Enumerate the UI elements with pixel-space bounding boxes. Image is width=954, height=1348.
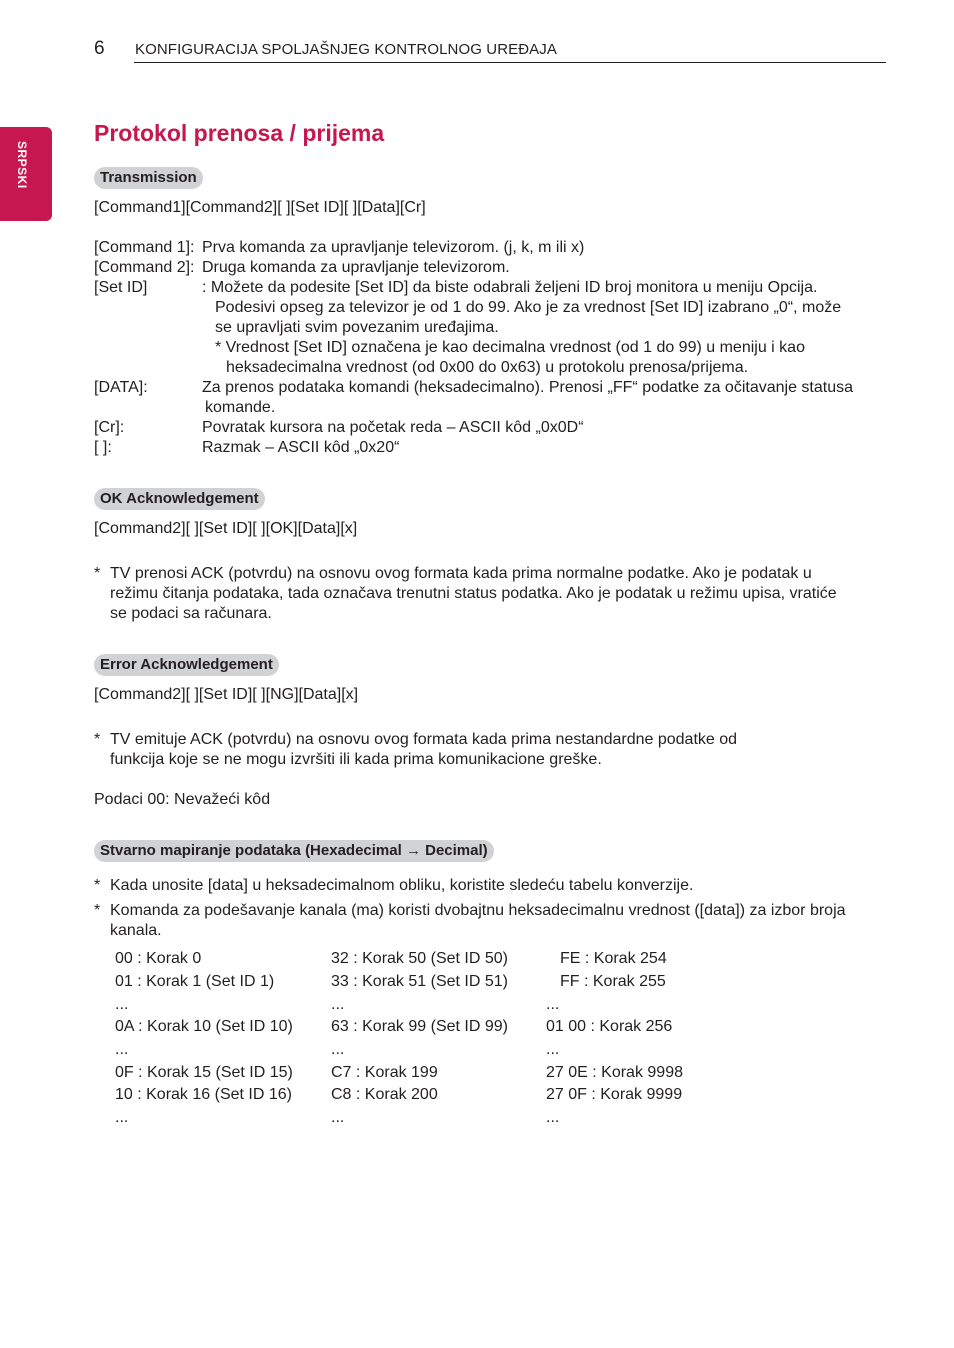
conversion-entry: ... bbox=[115, 1109, 129, 1126]
definition-text: se upravljati svim povezanim uređajima. bbox=[215, 319, 499, 336]
conversion-entry: ... bbox=[546, 1041, 560, 1058]
definition-term: [ ]: bbox=[94, 439, 112, 456]
conversion-entry: C7 : Korak 199 bbox=[331, 1064, 438, 1081]
definition-text: Druga komanda za upravljanje televizorom. bbox=[202, 259, 510, 276]
conversion-entry: 63 : Korak 99 (Set ID 99) bbox=[331, 1018, 508, 1035]
ok-ack-note: se podaci sa računara. bbox=[110, 605, 272, 622]
mapping-label-start: Stvarno mapiranje podataka (Hexadecimal bbox=[100, 842, 406, 859]
definition-text: Razmak – ASCII kôd „0x20“ bbox=[202, 439, 400, 456]
definition-term: [Command 1]: bbox=[94, 239, 195, 256]
mapping-note: kanala. bbox=[110, 922, 162, 939]
header-rule bbox=[134, 62, 886, 63]
definition-term: [DATA]: bbox=[94, 379, 148, 396]
conversion-entry: 10 : Korak 16 (Set ID 16) bbox=[115, 1086, 292, 1103]
error-ack-note: funkcija koje se ne mogu izvršiti ili kada prima komunikacione greške. bbox=[110, 751, 602, 768]
conversion-entry: 0F : Korak 15 (Set ID 15) bbox=[115, 1064, 293, 1081]
invalid-code-text: Podaci 00: Nevažeći kôd bbox=[94, 791, 271, 808]
ok-ack-note: režimu čitanja podataka, tada označava trenutni status podatka. Ako je podatak u režimu upisa, vratiće bbox=[110, 585, 837, 602]
language-tab-label: SRPSKI bbox=[15, 141, 29, 189]
bullet-asterisk: * bbox=[94, 877, 101, 894]
arrow-right-icon: → bbox=[405, 842, 421, 859]
conversion-entry: ... bbox=[546, 1109, 560, 1126]
conversion-entry: 27 0F : Korak 9999 bbox=[546, 1086, 683, 1103]
ok-ack-format: [Command2][ ][Set ID][ ][OK][Data][x] bbox=[94, 520, 358, 537]
conversion-entry: 33 : Korak 51 (Set ID 51) bbox=[331, 973, 508, 990]
error-ack-label: Error Acknowledgement bbox=[94, 654, 279, 676]
conversion-entry: ... bbox=[331, 1109, 345, 1126]
conversion-entry: 01 : Korak 1 (Set ID 1) bbox=[115, 973, 275, 990]
bullet-asterisk: * bbox=[94, 902, 101, 919]
page-title: Protokol prenosa / prijema bbox=[94, 120, 385, 146]
definition-text: komande. bbox=[205, 399, 276, 416]
conversion-entry: ... bbox=[546, 996, 560, 1013]
page-number: 6 bbox=[94, 38, 105, 59]
error-ack-format: [Command2][ ][Set ID][ ][NG][Data][x] bbox=[94, 686, 359, 703]
language-tab bbox=[0, 127, 52, 221]
transmission-format: [Command1][Command2][ ][Set ID][ ][Data][Cr] bbox=[94, 199, 426, 216]
definition-text: Prva komanda za upravljanje televizorom. (j, k, m ili x) bbox=[202, 239, 585, 256]
definition-term: [Command 2]: bbox=[94, 259, 195, 276]
ok-ack-note: TV prenosi ACK (potvrdu) na osnovu ovog formata kada prima normalne podatke. Ako je podatak u bbox=[110, 565, 812, 582]
conversion-entry: ... bbox=[115, 1041, 129, 1058]
definition-text: : Možete da podesite [Set ID] da biste odabrali željeni ID broj monitora u meniju Opcija. bbox=[202, 279, 818, 296]
definition-term: [Set ID] bbox=[94, 279, 148, 296]
conversion-entry: 01 00 : Korak 256 bbox=[546, 1018, 673, 1035]
transmission-label: Transmission bbox=[94, 167, 203, 189]
conversion-entry: C8 : Korak 200 bbox=[331, 1086, 438, 1103]
definition-text: heksadecimalna vrednost (od 0x00 do 0x63) u protokolu prenosa/prijema. bbox=[226, 359, 749, 376]
definition-term: [Cr]: bbox=[94, 419, 125, 436]
definition-text: Za prenos podataka komandi (heksadecimalno). Prenosi „FF“ podatke za očitavanje statusa bbox=[202, 379, 854, 396]
running-title: KONFIGURACIJA SPOLJAŠNJEG KONTROLNOG UREĐAJA bbox=[135, 41, 557, 58]
conversion-entry: FE : Korak 254 bbox=[560, 950, 667, 967]
conversion-entry: 32 : Korak 50 (Set ID 50) bbox=[331, 950, 508, 967]
error-ack-note: TV emituje ACK (potvrdu) na osnovu ovog formata kada prima nestandardne podatke od bbox=[110, 731, 738, 748]
conversion-entry: ... bbox=[331, 1041, 345, 1058]
bullet-asterisk: * bbox=[94, 565, 101, 582]
mapping-note: Komanda za podešavanje kanala (ma) koristi dvobajtnu heksadecimalnu vrednost ([data]) za izbor broja bbox=[110, 902, 846, 919]
conversion-entry: 00 : Korak 0 bbox=[115, 950, 202, 967]
conversion-entry: 0A : Korak 10 (Set ID 10) bbox=[115, 1018, 293, 1035]
mapping-label bbox=[94, 840, 494, 862]
conversion-entry: ... bbox=[331, 996, 345, 1013]
conversion-entry: 27 0E : Korak 9998 bbox=[546, 1064, 683, 1081]
ok-ack-label: OK Acknowledgement bbox=[94, 488, 265, 510]
mapping-note: Kada unosite [data] u heksadecimalnom obliku, koristite sledeću tabelu konverzije. bbox=[110, 877, 694, 894]
bullet-asterisk: * bbox=[94, 731, 101, 748]
definition-text: Podesivi opseg za televizor je od 1 do 99. Ako je za vrednost [Set ID] izabrano „0“, može bbox=[215, 299, 842, 316]
definition-text: * Vrednost [Set ID] označena je kao decimalna vrednost (od 1 do 99) u meniju i kao bbox=[215, 339, 805, 356]
conversion-entry: ... bbox=[115, 996, 129, 1013]
conversion-entry: FF : Korak 255 bbox=[560, 973, 666, 990]
mapping-label-end: Decimal) bbox=[420, 842, 488, 859]
definition-text: Povratak kursora na početak reda – ASCII kôd „0x0D“ bbox=[202, 419, 584, 436]
